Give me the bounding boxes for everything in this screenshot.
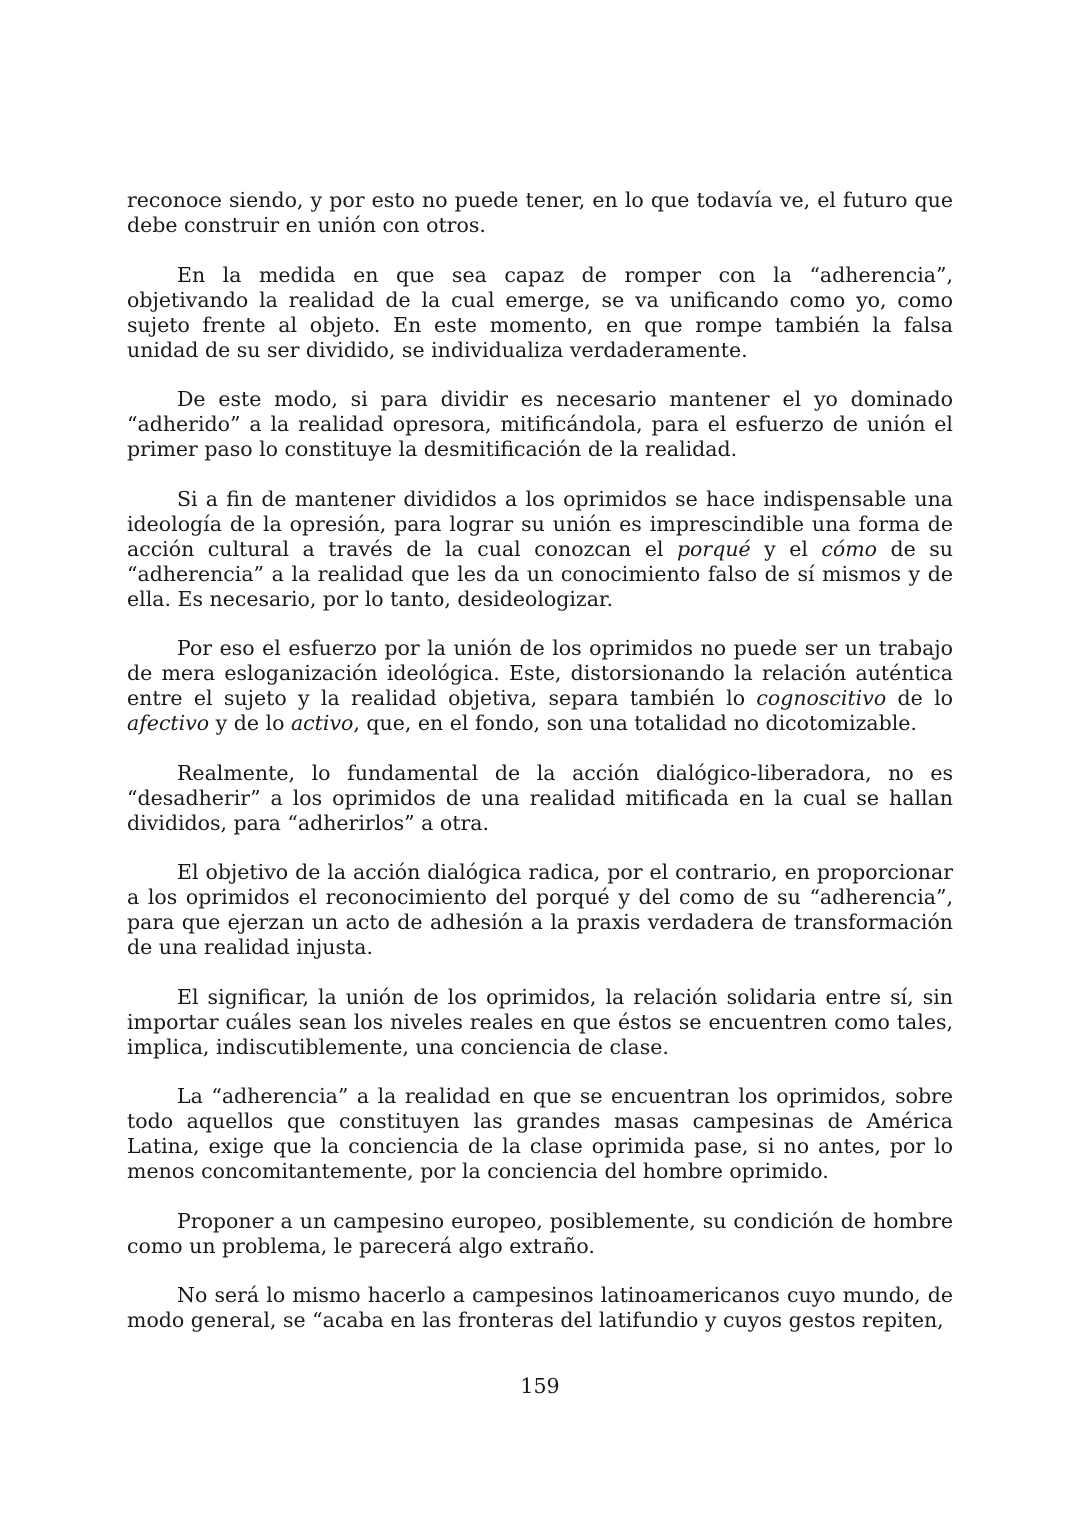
paragraph-5-text: , que, en el fondo, son una totalidad no dicotomizable. bbox=[353, 711, 917, 735]
paragraph-4-italic-como: cómo bbox=[821, 536, 878, 561]
paragraph-5 bbox=[127, 636, 953, 736]
paragraph-8: El significar, la unión de los oprimidos, la relación solidaria entre sí, sin importar cuáles sean los niveles reales en que éstos se encuentren como tales, implica, indiscutiblemente, una conciencia de clase. bbox=[127, 984, 953, 1059]
paragraph-5-text: Por eso el esfuerzo por la unión de los oprimidos no puede ser un trabajo de mera esloganización ideológica. Este, distorsionando la relación auténtica entre el sujeto y la realidad objetiva, separa también lo bbox=[127, 636, 953, 710]
paragraph-5-italic-afectivo: afectivo bbox=[127, 711, 210, 735]
paragraph-5-italic-activo: activo bbox=[290, 711, 354, 735]
paragraph-4 bbox=[127, 487, 953, 612]
paragraph-3: De este modo, si para dividir es necesario mantener el yo dominado “adherido” a la realidad opresora, mitificándola, para el esfuerzo de unión el primer paso lo constituye la desmitificación de la realidad. bbox=[127, 387, 953, 461]
paragraph-4-text: de su “adherencia” a la realidad que les da un conocimiento falso de sí mismos y de ella. Es necesario, por lo tanto, desideologizar. bbox=[127, 536, 953, 611]
paragraph-5-text: y de lo bbox=[209, 711, 291, 735]
paragraph-2: En la medida en que sea capaz de romper con la “adherencia”, objetivando la realidad de la cual emerge, se va unificando como yo, como sujeto frente al objeto. En este momento, en que rompe también la falsa unidad de su ser dividido, se individualiza verdaderamente. bbox=[127, 262, 953, 362]
paragraph-9: La “adherencia” a la realidad en que se encuentran los oprimidos, sobre todo aquellos que constituyen las grandes masas campesinas de América Latina, exige que la conciencia de la clase oprimida pase, si no antes, por lo menos concomitantemente, por la conciencia del hombre oprimido. bbox=[127, 1084, 953, 1183]
page-body bbox=[127, 188, 953, 1358]
paragraph-7: El objetivo de la acción dialógica radica, por el contrario, en proporcionar a los oprimidos el reconocimiento del porqué y del como de su “adherencia”, para que ejerzan un acto de adhesión a la praxis verdadera de transformación de una realidad injusta. bbox=[127, 860, 953, 959]
paragraph-11: No será lo mismo hacerlo a campesinos latinoamericanos cuyo mundo, de modo general, se “acaba en las fronteras del latifundio y cuyos gestos repiten, bbox=[127, 1283, 953, 1332]
paragraph-1: reconoce siendo, y por esto no puede tener, en lo que todavía ve, el futuro que debe construir en unión con otros. bbox=[127, 188, 953, 237]
paragraph-5-italic-cognoscitivo: cognoscitivo bbox=[756, 686, 887, 710]
page-number: 159 bbox=[520, 1374, 560, 1398]
paragraph-10: Proponer a un campesino europeo, posiblemente, su condición de hombre como un problema, le parecerá algo extraño. bbox=[127, 1208, 953, 1258]
paragraph-4-italic-porque: porqué bbox=[676, 536, 751, 561]
paragraph-4-text: y el bbox=[750, 536, 822, 561]
paragraph-6: Realmente, lo fundamental de la acción dialógico-liberadora, no es “desadherir” a los oprimidos de una realidad mitificada en la cual se hallan divididos, para “adherirlos” a otra. bbox=[127, 760, 953, 835]
paragraph-5-text: de lo bbox=[886, 686, 954, 710]
paragraph-4-text: Si a fin de mantener divididos a los oprimidos se hace indispensable una ideología de la opresión, para lograr su unión es imprescindible una forma de acción cultural a través de la cual conozcan el bbox=[127, 486, 953, 561]
